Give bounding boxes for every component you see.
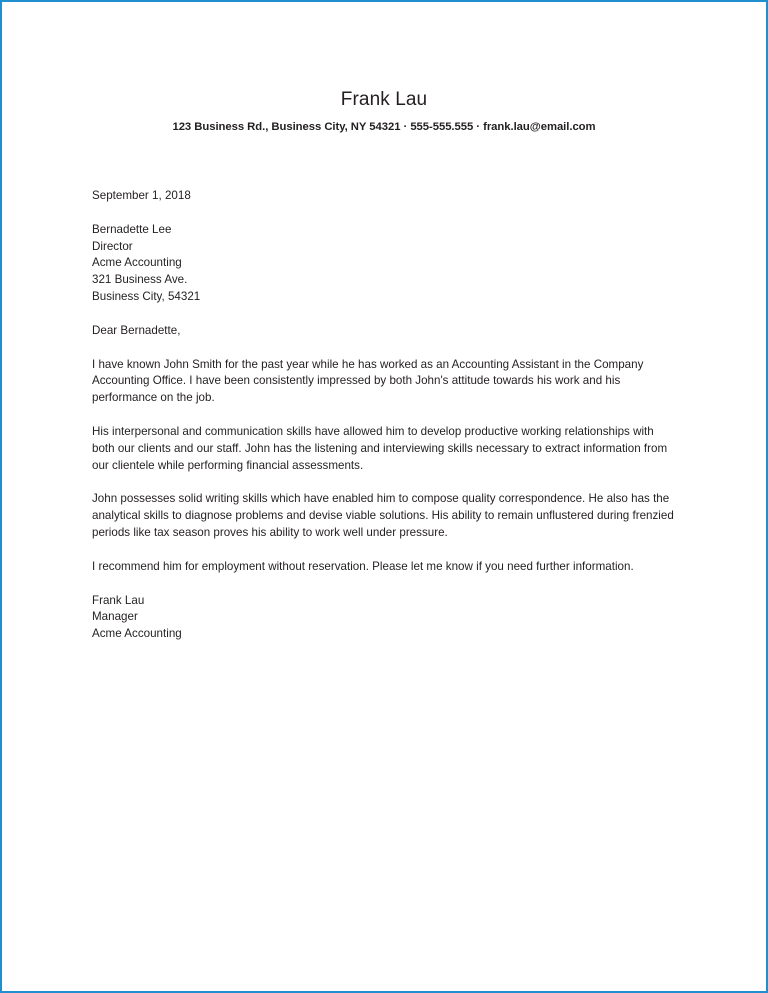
recipient-line: Bernadette Lee xyxy=(92,222,172,236)
salutation: Dear Bernadette, xyxy=(92,323,181,337)
letter-paragraph: John possesses solid writing skills which have enabled him to compose quality correspondence. He also has the analytical skills to diagnose problems and devise viable solutions. His ability to remain unflustered during frenzied periods like tax season proves his ability to work well under pressure. xyxy=(92,492,674,539)
recipient-line: Acme Accounting xyxy=(92,256,182,270)
signature-line: Manager xyxy=(92,610,138,624)
letter-paragraph: I have known John Smith for the past year while he has worked as an Accounting Assistant in the Company Accounting Office. I have been consistently impressed by both John's attitude towards his work and his performance on the job. xyxy=(92,357,644,405)
recipient-line: 321 Business Ave. xyxy=(92,273,188,287)
letter-sheet xyxy=(2,2,766,991)
signature-block xyxy=(92,593,674,643)
signature-line: Acme Accounting xyxy=(92,627,182,641)
letterhead xyxy=(2,88,766,135)
recipient-address-block xyxy=(92,222,674,306)
signature-line: Frank Lau xyxy=(92,593,145,607)
recipient-line: Director xyxy=(92,239,133,253)
letter-date: September 1, 2018 xyxy=(92,189,191,202)
letter-paragraph: I recommend him for employment without reservation. Please let me know if you need further information. xyxy=(92,559,634,573)
sender-contact-line: 123 Business Rd., Business City, NY 54321 · 555-555.555 · frank.lau@email.com xyxy=(172,121,596,133)
letter-paragraph: His interpersonal and communication skills have allowed him to develop productive working relationships with both our clients and our staff. John has the listening and interviewing skills necessary to extract information from our clientele while performing financial assessments. xyxy=(92,424,668,472)
recipient-line: Business City, 54321 xyxy=(92,289,201,303)
letter-body xyxy=(92,188,674,643)
sender-name: Frank Lau xyxy=(340,89,428,110)
